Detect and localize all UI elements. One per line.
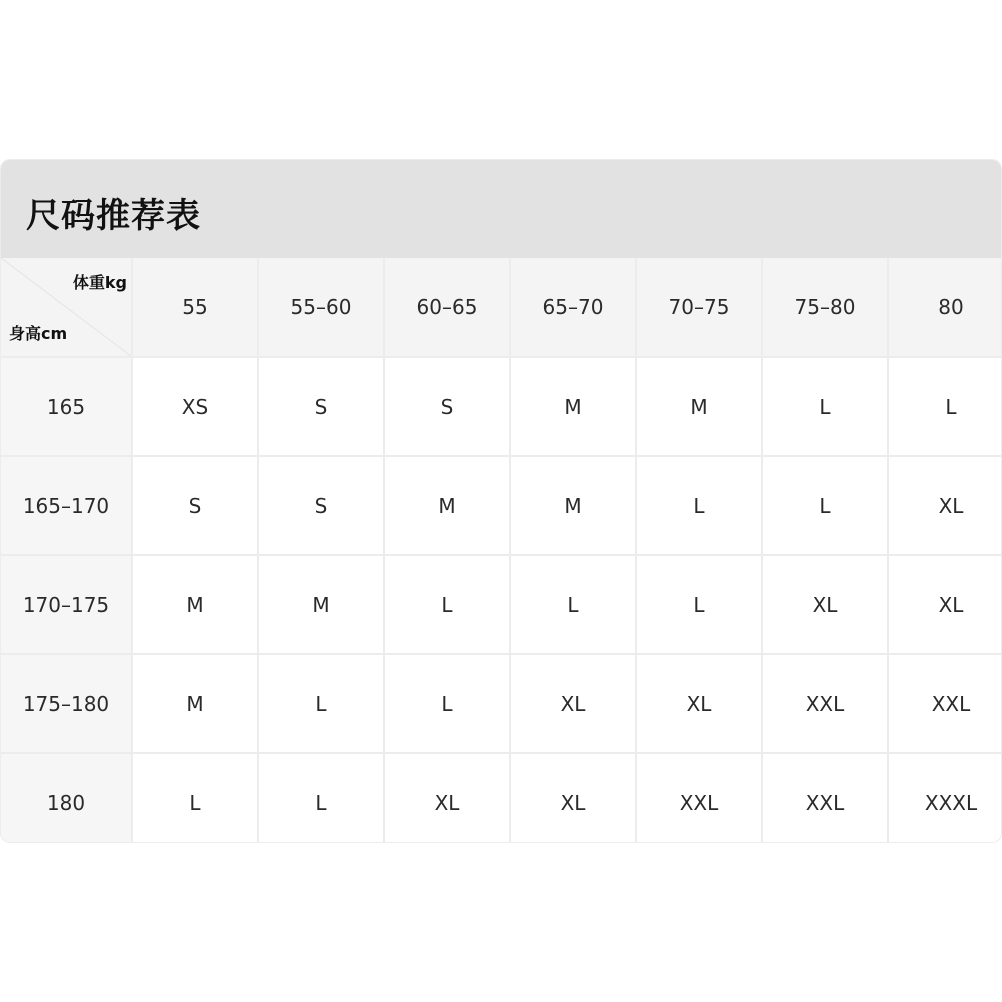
size-cell: M — [385, 457, 509, 554]
size-table — [1, 258, 1001, 842]
size-cell: XXL — [889, 655, 1001, 752]
size-cell: L — [385, 556, 509, 653]
size-cell: L — [259, 655, 383, 752]
size-cell: XL — [637, 655, 761, 752]
weight-column-header: 65–70 — [511, 258, 635, 356]
size-cell: L — [511, 556, 635, 653]
size-cell: XL — [511, 655, 635, 752]
size-cell: XXL — [637, 754, 761, 842]
size-cell: M — [511, 358, 635, 455]
weight-column-header: 55–60 — [259, 258, 383, 356]
size-cell: L — [889, 358, 1001, 455]
size-cell: L — [259, 754, 383, 842]
size-cell: M — [133, 655, 257, 752]
size-cell: XS — [133, 358, 257, 455]
size-cell: S — [259, 457, 383, 554]
weight-column-header: 55 — [133, 258, 257, 356]
page-title: 尺码推荐表 — [26, 196, 201, 236]
size-cell: XL — [385, 754, 509, 842]
size-cell: L — [763, 457, 887, 554]
size-cell: XXXL — [889, 754, 1001, 842]
size-chart-card — [1, 160, 1001, 842]
size-cell: S — [133, 457, 257, 554]
size-cell: XXL — [763, 754, 887, 842]
size-cell: L — [763, 358, 887, 455]
size-cell: M — [511, 457, 635, 554]
height-row-header: 165 — [1, 358, 131, 455]
height-row-header: 165–170 — [1, 457, 131, 554]
size-cell: XL — [889, 556, 1001, 653]
size-cell: L — [385, 655, 509, 752]
size-cell: S — [385, 358, 509, 455]
size-cell: XXL — [763, 655, 887, 752]
size-cell: L — [637, 556, 761, 653]
height-row-header: 175–180 — [1, 655, 131, 752]
size-cell: L — [133, 754, 257, 842]
size-cell: M — [133, 556, 257, 653]
size-cell: XL — [511, 754, 635, 842]
height-row-header: 180 — [1, 754, 131, 842]
weight-column-header: 75–80 — [763, 258, 887, 356]
weight-column-header: 60–65 — [385, 258, 509, 356]
size-cell: M — [637, 358, 761, 455]
title-bar — [1, 160, 1001, 258]
height-axis-label: 身高cm — [9, 324, 68, 343]
height-row-header: 170–175 — [1, 556, 131, 653]
size-cell: M — [259, 556, 383, 653]
weight-column-header: 70–75 — [637, 258, 761, 356]
size-cell: XL — [763, 556, 887, 653]
size-cell: L — [637, 457, 761, 554]
table-corner-header — [1, 258, 131, 356]
size-cell: S — [259, 358, 383, 455]
weight-column-header: 80 — [889, 258, 1001, 356]
weight-axis-label: 体重kg — [72, 273, 127, 292]
size-cell: XL — [889, 457, 1001, 554]
